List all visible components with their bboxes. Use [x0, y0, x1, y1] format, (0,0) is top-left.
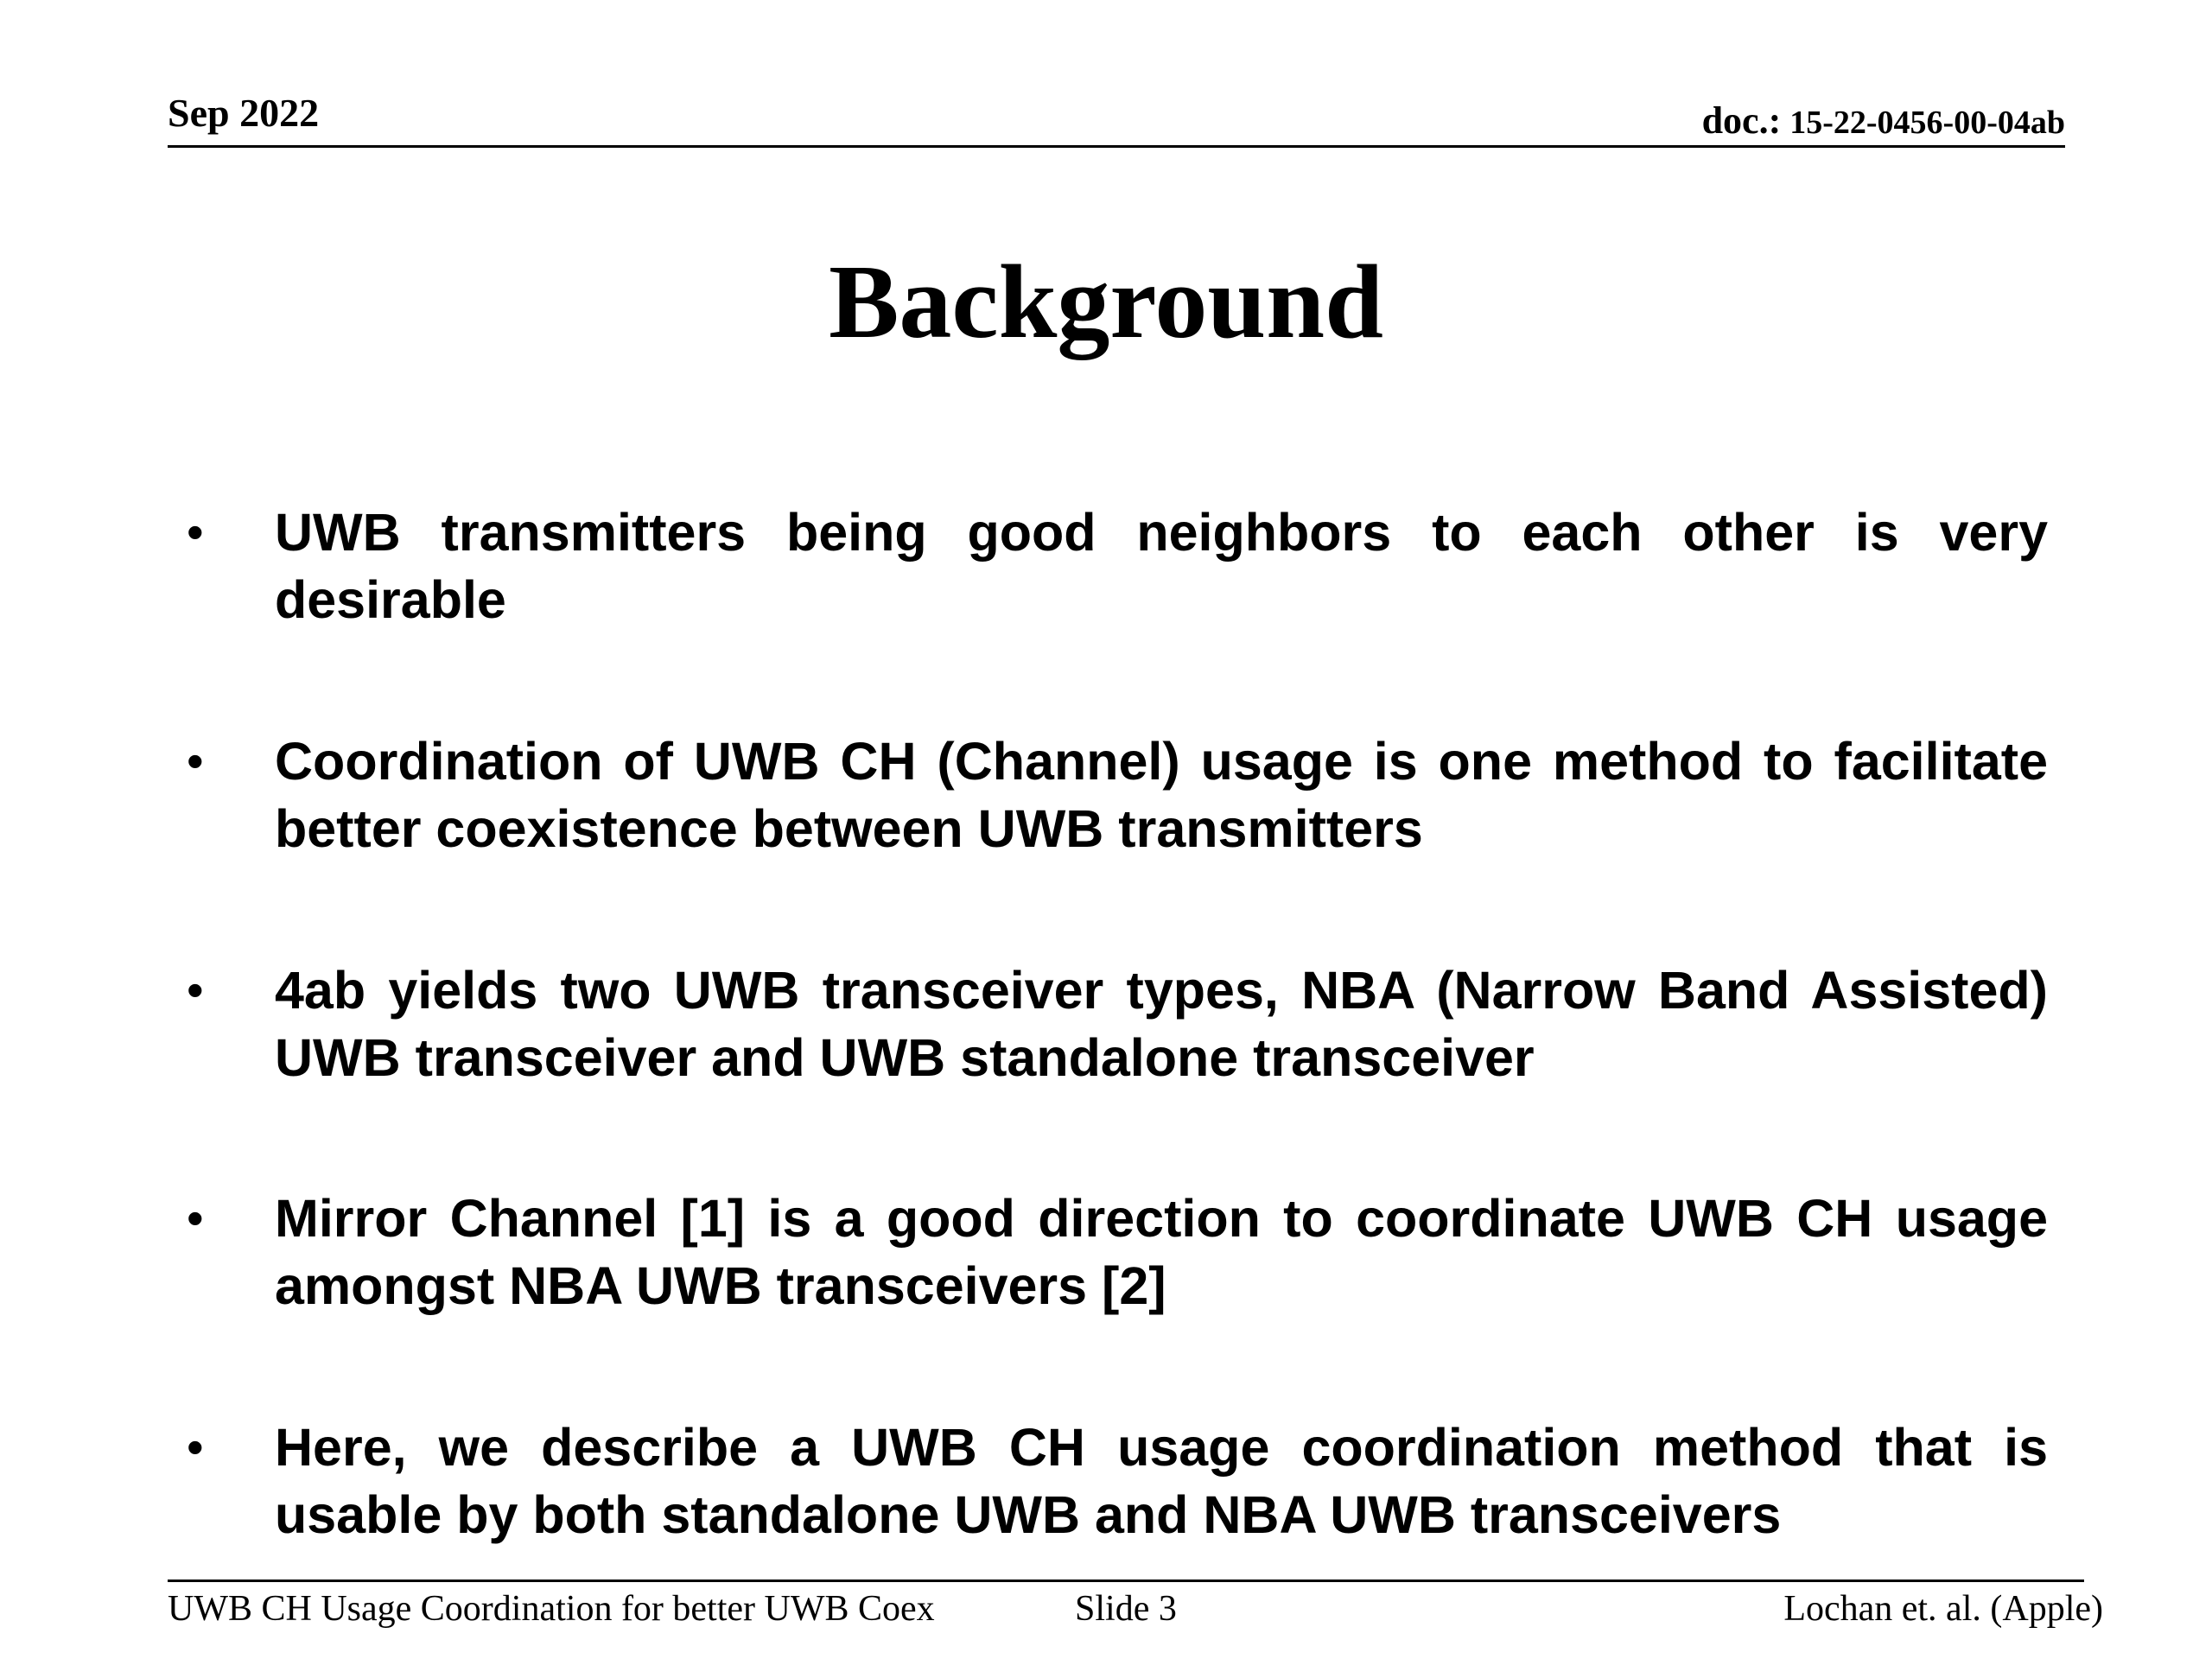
header-date: Sep 2022 [168, 91, 320, 135]
footer-presentation-title: UWB CH Usage Coordination for better UWB Coex [168, 1589, 935, 1629]
bullet-text: Here, we describe a UWB CH usage coordination method that is usable by both standalone UWB and NBA UWB transceivers [275, 1418, 2048, 1544]
footer-divider [168, 1580, 2084, 1582]
doc-number: 15-22-0456-00-04ab [1789, 105, 2065, 141]
bullet-item [187, 957, 2048, 1091]
slide-title: Background [829, 244, 1383, 360]
bullet-icon: • [187, 734, 204, 788]
bullet-text: Coordination of UWB CH (Channel) usage is one method to facilitate better coexistence between UWB transmitters [275, 732, 2048, 858]
bullet-item [187, 1185, 2048, 1319]
bullet-item [187, 499, 2048, 633]
bullet-item [187, 1414, 2048, 1548]
footer-authors: Lochan et. al. (Apple) [1783, 1589, 2103, 1629]
bullet-icon: • [187, 1191, 204, 1245]
footer-slide-number: Slide 3 [1075, 1589, 1177, 1629]
bullet-text: UWB transmitters being good neighbors to each other is very desirable [275, 503, 2048, 629]
bullet-icon: • [187, 963, 204, 1017]
bullet-icon: • [187, 505, 204, 559]
bullet-item [187, 728, 2048, 862]
bullet-text: 4ab yields two UWB transceiver types, NBA (Narrow Band Assisted) UWB transceiver and UWB standalone transceiver [275, 961, 2048, 1087]
bullet-icon: • [187, 1420, 204, 1474]
doc-label: doc.: [1701, 99, 1782, 142]
bullet-text: Mirror Channel [1] is a good direction to coordinate UWB CH usage amongst NBA UWB transceivers [2] [275, 1189, 2048, 1315]
